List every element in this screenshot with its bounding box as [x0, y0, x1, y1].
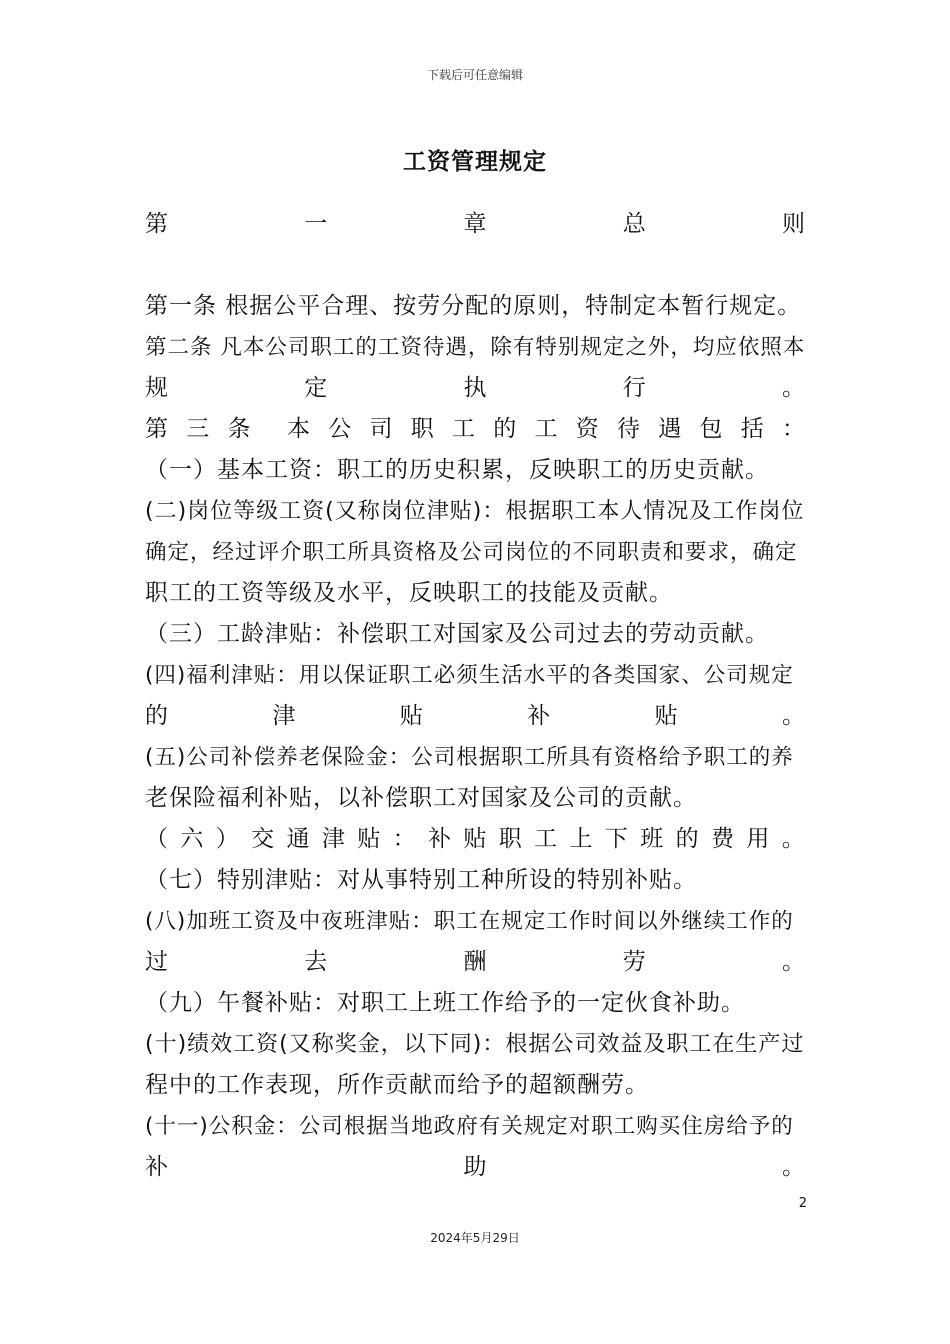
line-char: 补	[527, 703, 551, 729]
line-char: 津	[321, 826, 345, 852]
line-char: ：	[782, 416, 805, 442]
text-line: 程中的工作表现，所作贡献而给予的超额酬劳。	[145, 1072, 649, 1098]
line-char: 通	[286, 826, 310, 852]
text-line: (十)绩效工资(又称奖金，以下同)：根据公司效益及职工在生产过	[145, 1032, 805, 1057]
text-line: 确定，经过评介职工所具资格及公司岗位的不同职责和要求，确定	[145, 540, 798, 565]
text-line: 第二条 凡本公司职工的工资待遇，除有特别规定之外，均应依照本	[145, 335, 805, 360]
line-char: 班	[640, 826, 664, 852]
document-body	[145, 203, 805, 1188]
line-char: 劳	[622, 949, 646, 975]
line-char: 行	[622, 375, 646, 401]
line-char: 包	[699, 416, 723, 442]
line-char: 第	[145, 416, 168, 442]
line-char: 过	[145, 949, 168, 975]
line-char: 六	[180, 826, 204, 852]
text-line: (十一)公积金：公司根据当地政府有关规定对职工购买住房给予的	[145, 1114, 794, 1139]
line-char: 费	[711, 826, 734, 852]
line-char: 本	[287, 416, 310, 442]
text-line: 老保险福利补贴，以补偿职工对国家及公司的贡献。	[145, 785, 697, 811]
line-char: 括	[740, 416, 764, 442]
line-char: 公	[328, 416, 352, 442]
chapter-char: 总	[622, 211, 646, 237]
chapter-char: 则	[782, 211, 805, 237]
text-line: （一）基本工资：职工的历史积累，反映职工的历史贡献。	[145, 457, 769, 483]
text-line: (五)公司补偿养老保险金：公司根据职工所具有资格给予职工的养	[145, 745, 794, 770]
line-char: 助	[463, 1154, 487, 1180]
page-header: 下载后可任意编辑	[426, 68, 523, 82]
line-char: 的	[675, 826, 699, 852]
line-char: 职	[410, 416, 434, 442]
line-char: 定	[304, 375, 328, 401]
chapter-char: 章	[463, 211, 487, 237]
line-char: 用	[746, 826, 770, 852]
line-char: 。	[781, 826, 805, 852]
text-line: （七）特别津贴：对从事特别工种所设的特别补贴。	[145, 867, 697, 893]
line-char: 。	[782, 1154, 805, 1180]
text-line: （三）工龄津贴：补偿职工对国家及公司过去的劳动贡献。	[145, 621, 769, 647]
line-char: 补	[428, 826, 451, 852]
chapter-char: 一	[304, 211, 328, 237]
line-char: 。	[782, 949, 805, 975]
line-char: 贴	[399, 703, 423, 729]
article-lines	[145, 286, 805, 1188]
line-char: 贴	[463, 826, 487, 852]
line-char: （	[145, 826, 168, 852]
page-date: 2024年5月29日	[430, 1231, 520, 1245]
line-char: 的	[145, 703, 168, 729]
justified-line	[145, 696, 805, 737]
line-char: 。	[782, 375, 805, 401]
line-char: 工	[452, 416, 475, 442]
line-char: 去	[304, 949, 328, 975]
justified-line	[145, 1147, 805, 1188]
line-char: 贴	[357, 826, 381, 852]
text-line: 职工的工资等级及水平，反映职工的技能及贡献。	[145, 580, 673, 606]
line-char: 规	[145, 375, 168, 401]
document-title: 工资管理规定	[403, 149, 547, 175]
line-char: ：	[392, 826, 416, 852]
line-char: 工	[534, 826, 558, 852]
justified-line	[145, 409, 805, 450]
line-char: 下	[604, 826, 628, 852]
line-char: 条	[227, 416, 251, 442]
line-char: 交	[251, 826, 275, 852]
line-char: 津	[272, 703, 296, 729]
chapter-heading	[145, 203, 805, 245]
line-char: 三	[186, 416, 210, 442]
line-char: 的	[493, 416, 517, 442]
line-char: 。	[781, 703, 805, 729]
text-line: (八)加班工资及中夜班津贴：职工在规定工作时间以外继续工作的	[145, 909, 794, 934]
text-line: (四)福利津贴：用以保证职工必须生活水平的各类国家、公司规定	[145, 663, 794, 688]
text-line: 第一条 根据公平合理、按劳分配的原则，特制定本暂行规定。	[145, 293, 802, 319]
justified-line	[145, 942, 805, 983]
justified-line	[145, 819, 805, 860]
line-char: 工	[534, 416, 558, 442]
line-char: 资	[575, 416, 599, 442]
line-char: 司	[369, 416, 393, 442]
text-line: （九）午餐补贴：对职工上班工作给予的一定伙食补助。	[145, 990, 745, 1016]
line-char: 贴	[654, 703, 678, 729]
line-char: ）	[215, 826, 239, 852]
justified-line	[145, 368, 805, 409]
line-char: 补	[145, 1154, 168, 1180]
line-char: 职	[498, 826, 522, 852]
text-line: (二)岗位等级工资(又称岗位津贴)：根据职工本人情况及工作岗位	[145, 499, 805, 524]
chapter-char: 第	[145, 211, 168, 237]
line-char: 待	[617, 416, 640, 442]
page-number: 2	[798, 1196, 807, 1211]
line-char: 执	[463, 375, 487, 401]
line-char: 遇	[658, 416, 682, 442]
line-char: 上	[569, 826, 593, 852]
line-char: 酬	[463, 949, 487, 975]
